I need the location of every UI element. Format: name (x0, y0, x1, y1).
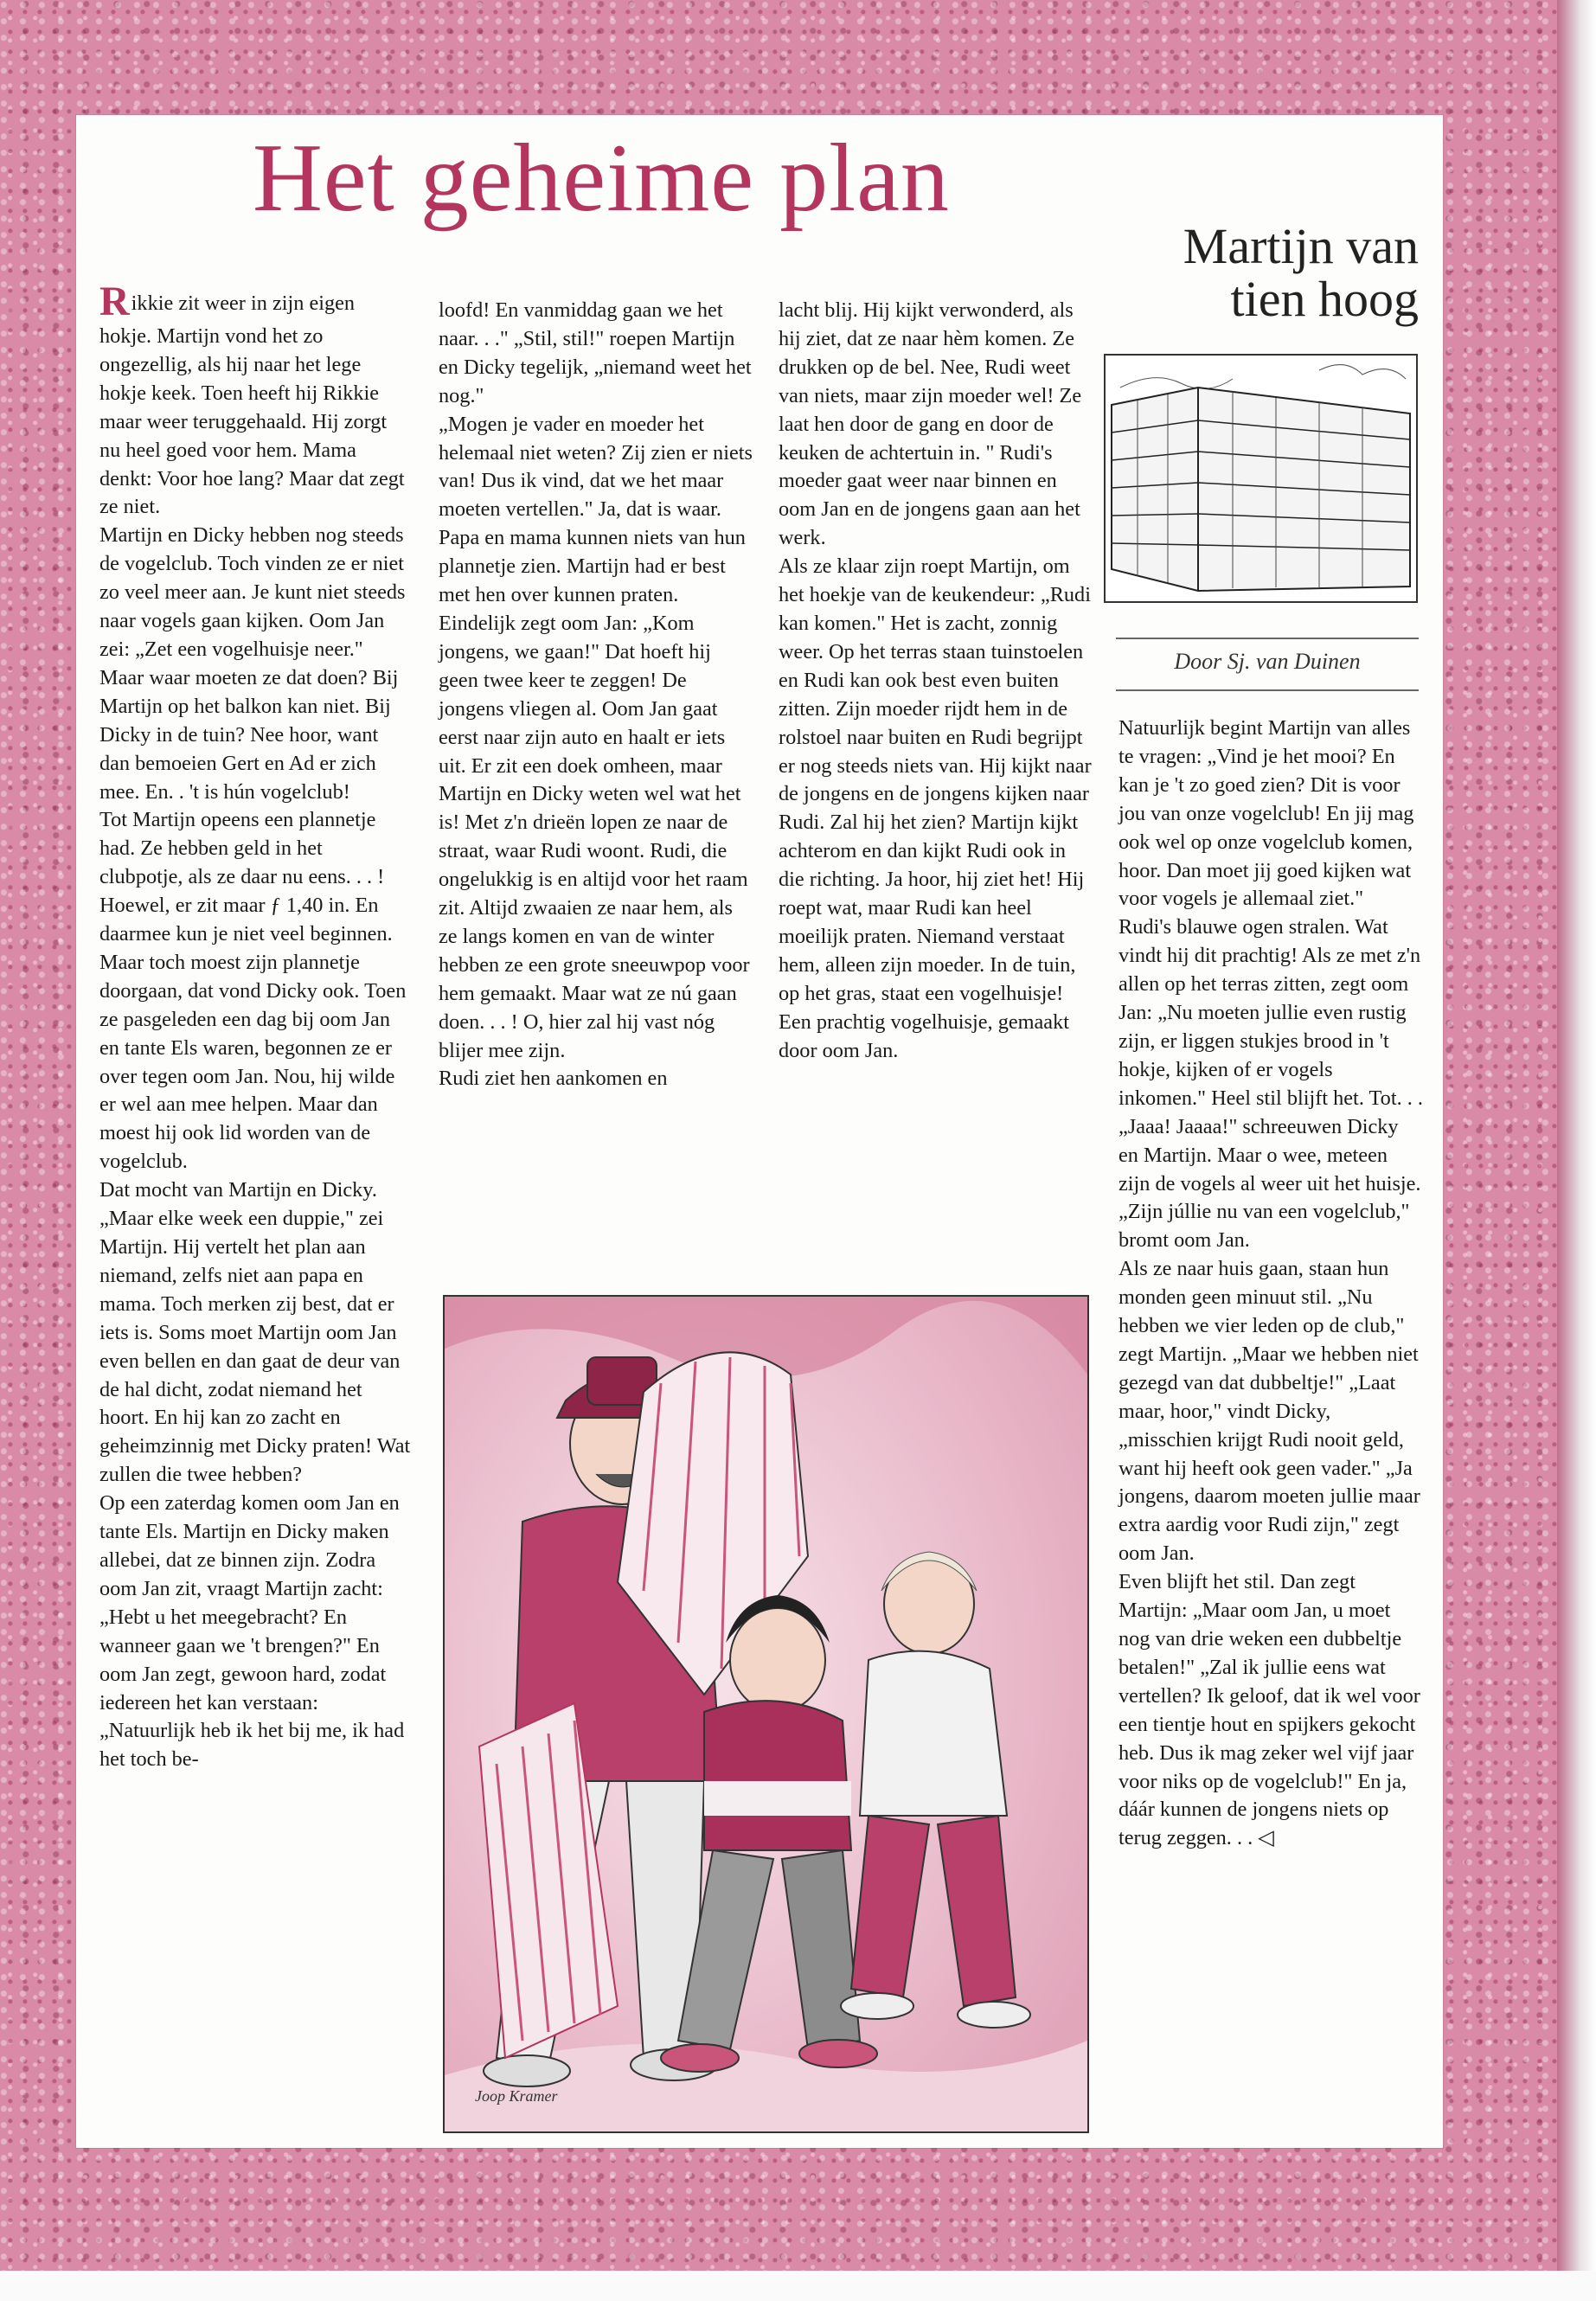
paragraph: Rikkie zit weer in zijn eigen hokje. Martijn vond het zo ongezellig, als hij naar het lege hokje keek. Toen heeft hij Rikkie maar weer teruggehaald. Hij zorgt nu heel goed voor hem. Mama denkt: Voor hoe lang? Maar dat zegt ze niet. (99, 279, 405, 519)
byline: Door Sj. van Duinen (1174, 649, 1361, 674)
illustrator-signature: Joop Kramer (475, 2087, 558, 2105)
paragraph: lacht blij. Hij kijkt verwonderd, als hij ziet, dat ze naar hèm komen. Ze drukken op de bel. Nee, Rudi weet van niets, maar zijn moeder wel! Ze laat hen door de gang en door de keuken de achtertuin in. " Rudi's moeder gaat weer naar binnen en oom Jan en de jongens gaan aan het werk. (779, 298, 1082, 550)
paragraph: Rudi's blauwe ogen stralen. Wat vindt hij dit prachtig! Als ze met z'n allen op het terras zitten, zegt oom Jan: „Nu moeten jullie even rustig zijn, er liggen stukjes brood in 't hokje, kijken of er vogels inkomen." Heel stil blijft het. Tot. . . „Jaaa! Jaaaa!" schreeuwen Dicky en Martijn. Maar o wee, meteen zijn de vogels al weer uit het huisje. „Zijn júllie nu van een vogelclub," bromt oom Jan. (1118, 915, 1423, 1253)
paragraph: Als ze naar huis gaan, staan hun monden geen minuut stil. „Nu hebben we vier leden op de club," zegt Martijn. „Maar we hebben niet gezegd van dat dubbeltje!" „Laat maar, hoor," vindt Dicky, „misschien krijgt Rudi nooit geld, want hij heeft ook geen vader." „Ja jongens, daarom moeten jullie maar extra aardig voor Rudi zijn," zegt oom Jan. (1118, 1257, 1420, 1566)
paragraph: Tot Martijn opeens een plannetje had. Ze hebben geld in het clubpotje, als ze daar nu eens. . . ! Hoewel, er zit maar ƒ 1,40 in. En daarmee kun je niet veel beginnen. Maar toch moest zijn plannetje doorgaan, dat vond Dicky ook. Toen ze pasgeleden een dag bij oom Jan en tante Els waren, begonnen ze er over tegen oom Jan. Nou, hij wilde er wel aan mee helpen. Maar dan moest hij ook lid worden van de vogelclub. (99, 808, 407, 1174)
paragraph: Dat mocht van Martijn en Dicky. „Maar elke week een duppie," zei Martijn. Hij vertelt het plan aan niemand, zelfs niet aan papa en mama. Toch merken zij best, dat er iets is. Soms moet Martijn oom Jan even bellen en dan gaat de deur van de hal dicht, zodat niemand het hoort. En hij kan zo zacht en geheimzinnig met Dicky praten! Wat zullen die twee hebben? (99, 1178, 411, 1487)
subtitle-line-1: Martijn van (1183, 218, 1419, 274)
text-column-3 (779, 297, 1094, 1065)
article-subtitle (1099, 218, 1419, 327)
bottom-margin (0, 2271, 1596, 2301)
text-column-4 (1118, 715, 1423, 1853)
illustration-drawing (445, 1297, 1087, 2131)
paragraph: Als ze klaar zijn roept Martijn, om het hoekje van de keukendeur: „Rudi kan komen." Het is zacht, zonnig weer. Op het terras staan tuinstoelen en Rudi kan ook best even buiten zitten. Zijn moeder rijdt hem in de rolstoel naar buiten en Rudi begrijpt er nog steeds niets van. Hij kijkt naar de jongens en de jongens kijken naar Rudi. Zal hij het zien? Martijn kijkt achterom en dan kijkt Rudi ook in die richting. Ja hoor, hij ziet het! Hij roept wat, maar Rudi kan heel moeilijk praten. Niemand verstaat hem, alleen zijn moeder. In de tuin, op het gras, staat een vogelhuisje! Een prachtig vogelhuisje, gemaakt door oom Jan. (779, 554, 1092, 1062)
drop-cap: R (99, 279, 130, 324)
paragraph: loofd! En vanmiddag gaan we het naar. . ." „Stil, stil!" roepen Martijn en Dicky tegelijk, „niemand weet het nog." (439, 298, 752, 407)
paragraph: „Mogen je vader en moeder het helemaal niet weten? Zij zien er niets van! Dus ik vind, dat we het maar moeten vertellen." Ja, dat is waar. Papa en mama kunnen niets van hun plannetje zien. Martijn had er best met hen over kunnen praten. Eindelijk zegt oom Jan: „Kom jongens, we gaan!" Dat hoeft hij geen twee keer te zeggen! De jongens vliegen al. Oom Jan gaat eerst naar zijn auto en haalt er iets uit. Er zit een doek omheen, maar Martijn en Dicky weten wel wat het is! Met z'n drieën lopen ze naar de straat, waar Rudi woont. Rudi, die ongelukkig is en altijd voor het raam zit. Altijd zwaaien ze naar hem, als ze langs komen en van de winter hebben ze een grote sneeuwpop voor hem gemaakt. Maar wat ze nú gaan doen. . . ! O, hier zal hij vast nóg blijer mee zijn. (439, 412, 753, 1062)
text-column-2 (439, 297, 754, 1093)
apartment-building-drawing (1103, 353, 1419, 604)
paragraph: Natuurlijk begint Martijn van alles te vragen: „Vind je het mooi? En kan je 't zo goed zien? Dit is voor jou van onze vogelclub! En jij mag ook wel op onze vogelclub komen, hoor. Dan moet jij goed kijken wat voor vogels je allemaal ziet." (1118, 716, 1414, 911)
byline-rule-top (1116, 638, 1419, 639)
subtitle-line-2: tien hoog (1230, 270, 1419, 327)
paragraph: Even blijft het stil. Dan zegt Martijn: „Maar oom Jan, u moet nog van drie weken een dubbeltje betalen!" „Zal ik jullie eens wat vertellen? Ik geloof, dat ik wel voor een tientje hout en spijkers gekocht heb. Dus ik mag zeker wel vijf jaar voor niks op de vogelclub!" En ja, dáár kunnen de jongens niets op terug zeggen. . . ◁ (1118, 1570, 1420, 1850)
article-title: Het geheime plan (253, 125, 950, 232)
paragraph: Martijn en Dicky hebben nog steeds de vogelclub. Toch vinden ze er niet zo veel meer aan. Je kunt niet steeds naar vogels gaan kijken. Oom Jan zei: „Zet een vogelhuisje neer." Maar waar moeten ze dat doen? Bij Martijn op het balkon kan niet. Bij Dicky in de tuin? Nee hoor, want dan bemoeien Gert en Ad er zich mee. En. . 't is hún vogelclub! (99, 523, 406, 804)
byline-rule-bottom (1116, 689, 1419, 691)
paragraph: Op een zaterdag komen oom Jan en tante Els. Martijn en Dicky maken allebei, dat ze binnen zijn. Zodra oom Jan zit, vraagt Martijn zacht: „Hebt u het meegebracht? En wanneer gaan we 't brengen?" En oom Jan zegt, gewoon hard, zodat iedereen het kan verstaan: „Natuurlijk heb ik het bij me, ik had het toch be- (99, 1491, 405, 1772)
paragraph: Rudi ziet hen aankomen en (439, 1067, 668, 1091)
text-column-1 (99, 281, 411, 1774)
story-illustration (443, 1295, 1089, 2133)
page-edge (1557, 0, 1596, 2301)
